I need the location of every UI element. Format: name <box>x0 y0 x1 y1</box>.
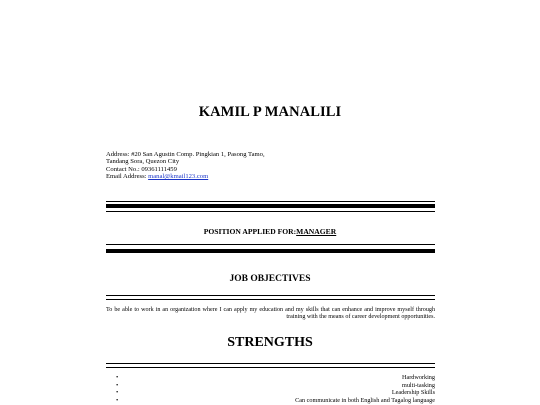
objective-text: To be able to work in an organization where I can apply my education and my skills that can enhance and improve myself through training with the means of career development opportunities. <box>106 307 435 321</box>
position-applied <box>0 227 540 236</box>
address-line-1: Address: #20 San Agustin Comp. Pingkian 1, Pasong Tamo, <box>106 151 265 158</box>
strengths-heading: STRENGTHS <box>227 335 313 350</box>
divider-line <box>106 367 435 368</box>
email-row <box>106 173 406 180</box>
bullet-icon: • <box>116 389 119 397</box>
list-item <box>106 382 435 390</box>
divider-line <box>106 363 435 364</box>
bullet-icon: • <box>116 374 119 381</box>
strengths-list <box>106 374 435 405</box>
bullet-icon: • <box>116 381 119 389</box>
strength-text: Can communicate in both English and Tagalog language <box>295 397 435 405</box>
strength-text: Hardworking <box>402 374 435 381</box>
list-item <box>106 397 435 405</box>
list-item <box>106 374 435 382</box>
objectives-heading: JOB OBJECTIVES <box>229 274 311 284</box>
divider-line <box>106 299 435 300</box>
bullet-icon: • <box>116 397 119 405</box>
email-label: Email Address: <box>106 173 149 181</box>
contact-number: Contact No.: 09361111459 <box>106 165 177 173</box>
position-value: MANAGER <box>296 227 337 236</box>
divider-thick <box>106 249 435 253</box>
applicant-name: KAMIL P MANALILI <box>198 104 342 120</box>
contact-block <box>106 151 406 181</box>
list-item <box>106 389 435 397</box>
address-line-2: Tandang Sora, Quezon City <box>106 158 180 166</box>
email-link[interactable]: manal@kmail123.com <box>148 173 209 181</box>
divider-line <box>106 244 435 245</box>
divider-line <box>106 201 435 202</box>
divider-line <box>106 211 435 212</box>
divider-line <box>106 295 435 296</box>
position-label: POSITION APPLIED FOR: <box>203 227 297 236</box>
divider-thick <box>106 204 435 208</box>
strength-text: Leadership Skills <box>391 389 435 397</box>
strength-text: multi-tasking <box>402 381 435 389</box>
